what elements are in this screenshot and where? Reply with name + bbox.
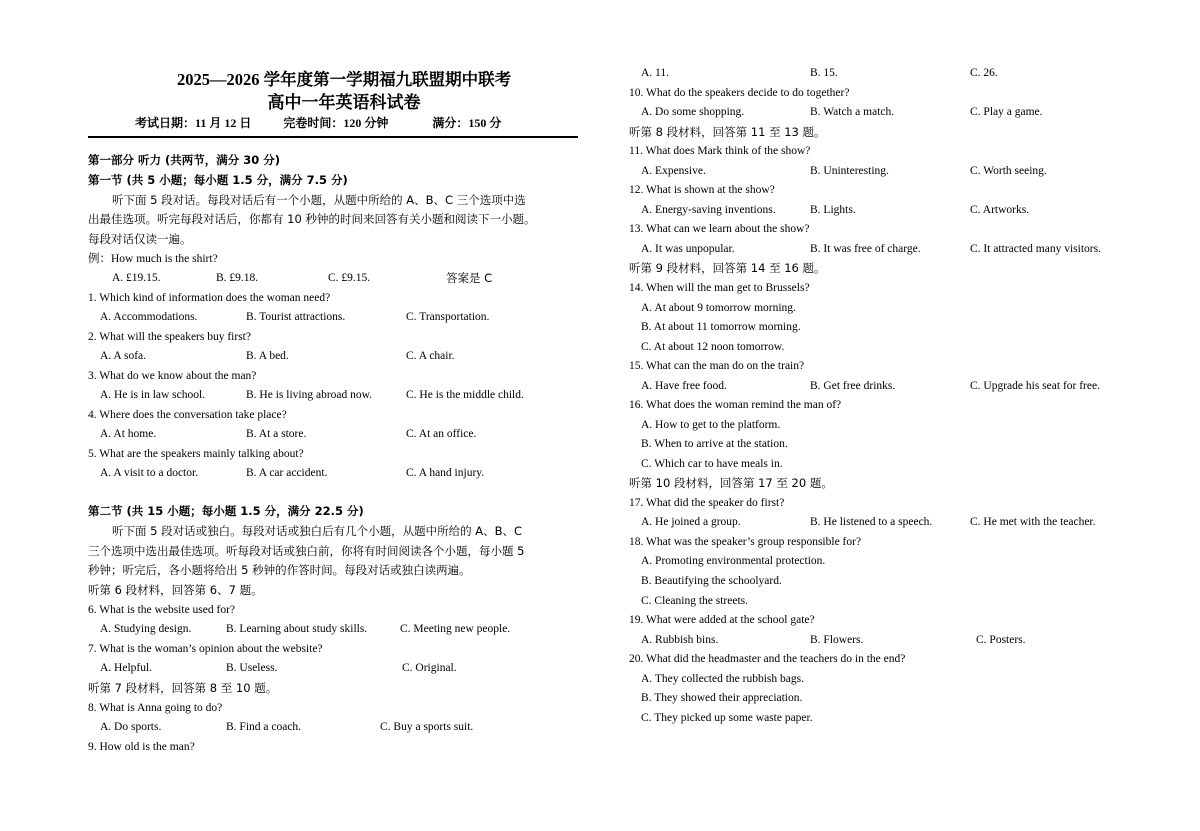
q5-option-c: C. A hand injury. [406, 467, 485, 479]
q8-option-c: C. Buy a sports suit. [380, 721, 474, 733]
q18-option-b: B. Beautifying the schoolyard. [641, 575, 782, 587]
example-option-a: A. £19.15. [112, 272, 161, 284]
question-12: 12. What is shown at the show? [629, 184, 775, 196]
q6-option-b: B. Learning about study skills. [226, 623, 368, 635]
q1-option-b: B. Tourist attractions. [246, 311, 346, 323]
q15-option-c: C. Upgrade his seat for free. [970, 380, 1100, 392]
material-9-label: 听第 9 段材料，回答第 14 至 16 题。 [629, 261, 826, 275]
q3-option-c: C. He is the middle child. [406, 389, 524, 401]
q5-option-a: A. A visit to a doctor. [100, 467, 199, 479]
q12-option-c: C. Artworks. [970, 204, 1030, 216]
q14-option-c: C. At about 12 noon tomorrow. [641, 341, 785, 353]
question-9: 9. How old is the man? [88, 741, 195, 753]
section1-instruction-1: 听下面 5 段对话。每段对话后有一个小题，从题中所给的 A、B、C 三个选项中选 [112, 193, 526, 207]
q1-option-c: C. Transportation. [406, 311, 490, 323]
q15-option-a: A. Have free food. [641, 380, 727, 392]
question-13: 13. What can we learn about the show? [629, 223, 810, 235]
example-answer: 答案是 C [446, 271, 493, 285]
q8-option-a: A. Do sports. [100, 721, 162, 733]
example-option-b: B. £9.18. [216, 272, 259, 284]
q14-option-a: A. At about 9 tomorrow morning. [641, 302, 796, 314]
question-3: 3. What do we know about the man? [88, 370, 257, 382]
q4-option-b: B. At a store. [246, 428, 307, 440]
q7-option-b: B. Useless. [226, 662, 278, 674]
q8-option-b: B. Find a coach. [226, 721, 302, 733]
q13-option-b: B. It was free of charge. [810, 243, 921, 255]
q11-option-b: B. Uninteresting. [810, 165, 889, 177]
q15-option-b: B. Get free drinks. [810, 380, 896, 392]
q19-option-a: A. Rubbish bins. [641, 634, 719, 646]
q13-option-a: A. It was unpopular. [641, 243, 735, 255]
q20-option-c: C. They picked up some waste paper. [641, 712, 813, 724]
q10-option-a: A. Do some shopping. [641, 106, 745, 118]
q17-option-b: B. He listened to a speech. [810, 516, 933, 528]
q14-option-b: B. At about 11 tomorrow morning. [641, 321, 801, 333]
exam-duration: 完卷时间：120 分钟 [283, 116, 389, 130]
exam-score: 满分：150 分 [432, 116, 502, 130]
question-2: 2. What will the speakers buy first? [88, 331, 251, 343]
q16-option-a: A. How to get to the platform. [641, 419, 781, 431]
q9-option-b: B. 15. [810, 67, 838, 79]
q2-option-c: C. A chair. [406, 350, 455, 362]
section2-heading: 第二节 (共 15 小题；每小题 1.5 分，满分 22.5 分) [88, 504, 364, 518]
question-11: 11. What does Mark think of the show? [629, 145, 811, 157]
question-8: 8. What is Anna going to do? [88, 702, 223, 714]
q9-option-c: C. 26. [970, 67, 998, 79]
section2-instruction-3: 秒钟；听完后，各小题将给出 5 秒钟的作答时间。每段对话或独白读两遍。 [88, 563, 471, 577]
q13-option-c: C. It attracted many visitors. [970, 243, 1101, 255]
example-option-c: C. £9.15. [328, 272, 371, 284]
section2-instruction-1: 听下面 5 段对话或独白。每段对话或独白后有几个小题，从题中所给的 A、B、C [112, 524, 523, 538]
question-1: 1. Which kind of information does the woman need? [88, 292, 331, 304]
q10-option-c: C. Play a game. [970, 106, 1043, 118]
question-17: 17. What did the speaker do first? [629, 497, 785, 509]
q11-option-a: A. Expensive. [641, 165, 706, 177]
question-5: 5. What are the speakers mainly talking about? [88, 448, 304, 460]
exam-date: 考试日期：11 月 12 日 [135, 116, 252, 130]
q5-option-b: B. A car accident. [246, 467, 328, 479]
question-4: 4. Where does the conversation take place? [88, 409, 287, 421]
q4-option-c: C. At an office. [406, 428, 477, 440]
q19-option-b: B. Flowers. [810, 634, 864, 646]
q3-option-b: B. He is living abroad now. [246, 389, 373, 401]
q18-option-a: A. Promoting environmental protection. [641, 555, 826, 567]
q1-option-a: A. Accommodations. [100, 311, 198, 323]
section1-instruction-2: 出最佳选项。听完每段对话后，你都有 10 秒钟的时间来回答有关小题和阅读下一小题。 [88, 212, 536, 226]
question-16: 16. What does the woman remind the man of? [629, 399, 842, 411]
question-6: 6. What is the website used for? [88, 604, 236, 616]
q6-option-c: C. Meeting new people. [400, 623, 511, 635]
section2-instruction-2: 三个选项中选出最佳选项。听每段对话或独白前，你将有时间阅读各个小题，每小题 5 [88, 544, 525, 558]
question-18: 18. What was the speaker’s group responsible for? [629, 536, 862, 548]
q17-option-a: A. He joined a group. [641, 516, 741, 528]
q17-option-c: C. He met with the teacher. [970, 516, 1096, 528]
section1-heading: 第一节 (共 5 小题；每小题 1.5 分，满分 7.5 分) [88, 173, 348, 187]
exam-subtitle: 高中一年英语科试卷 [267, 93, 421, 112]
q16-option-b: B. When to arrive at the station. [641, 438, 788, 450]
section1-instruction-3: 每段对话仅读一遍。 [88, 232, 192, 246]
material-10-label: 听第 10 段材料，回答第 17 至 20 题。 [629, 476, 833, 490]
question-20: 20. What did the headmaster and the teachers do in the end? [629, 653, 906, 665]
material-6-label: 听第 6 段材料，回答第 6、7 题。 [88, 583, 263, 597]
exam-meta [135, 114, 501, 131]
question-15: 15. What can the man do on the train? [629, 360, 805, 372]
material-8-label: 听第 8 段材料，回答第 11 至 13 题。 [629, 125, 826, 139]
material-7-label: 听第 7 段材料，回答第 8 至 10 题。 [88, 681, 278, 695]
part1-heading: 第一部分 听力 (共两节，满分 30 分) [88, 153, 281, 167]
q6-option-a: A. Studying design. [100, 623, 192, 635]
q12-option-b: B. Lights. [810, 204, 856, 216]
example-question: 例：How much is the shirt? [88, 253, 218, 265]
q20-option-b: B. They showed their appreciation. [641, 692, 803, 704]
question-7: 7. What is the woman’s opinion about the website? [88, 643, 323, 655]
q3-option-a: A. He is in law school. [100, 389, 206, 401]
header-divider [88, 136, 578, 138]
q4-option-a: A. At home. [100, 428, 157, 440]
exam-title: 2025—2026 学年度第一学期福九联盟期中联考 [176, 70, 512, 89]
q12-option-a: A. Energy-saving inventions. [641, 204, 776, 216]
q18-option-c: C. Cleaning the streets. [641, 595, 748, 607]
q7-option-a: A. Helpful. [100, 662, 153, 674]
q9-option-a: A. 11. [641, 67, 670, 79]
q16-option-c: C. Which car to have meals in. [641, 458, 783, 470]
q2-option-b: B. A bed. [246, 350, 289, 362]
q11-option-c: C. Worth seeing. [970, 165, 1047, 177]
q19-option-c: C. Posters. [976, 634, 1026, 646]
q7-option-c: C. Original. [402, 662, 457, 674]
q2-option-a: A. A sofa. [100, 350, 146, 362]
q10-option-b: B. Watch a match. [810, 106, 895, 118]
q20-option-a: A. They collected the rubbish bags. [641, 673, 804, 685]
question-19: 19. What were added at the school gate? [629, 614, 815, 626]
question-10: 10. What do the speakers decide to do together? [629, 87, 850, 99]
question-14: 14. When will the man get to Brussels? [629, 282, 810, 294]
